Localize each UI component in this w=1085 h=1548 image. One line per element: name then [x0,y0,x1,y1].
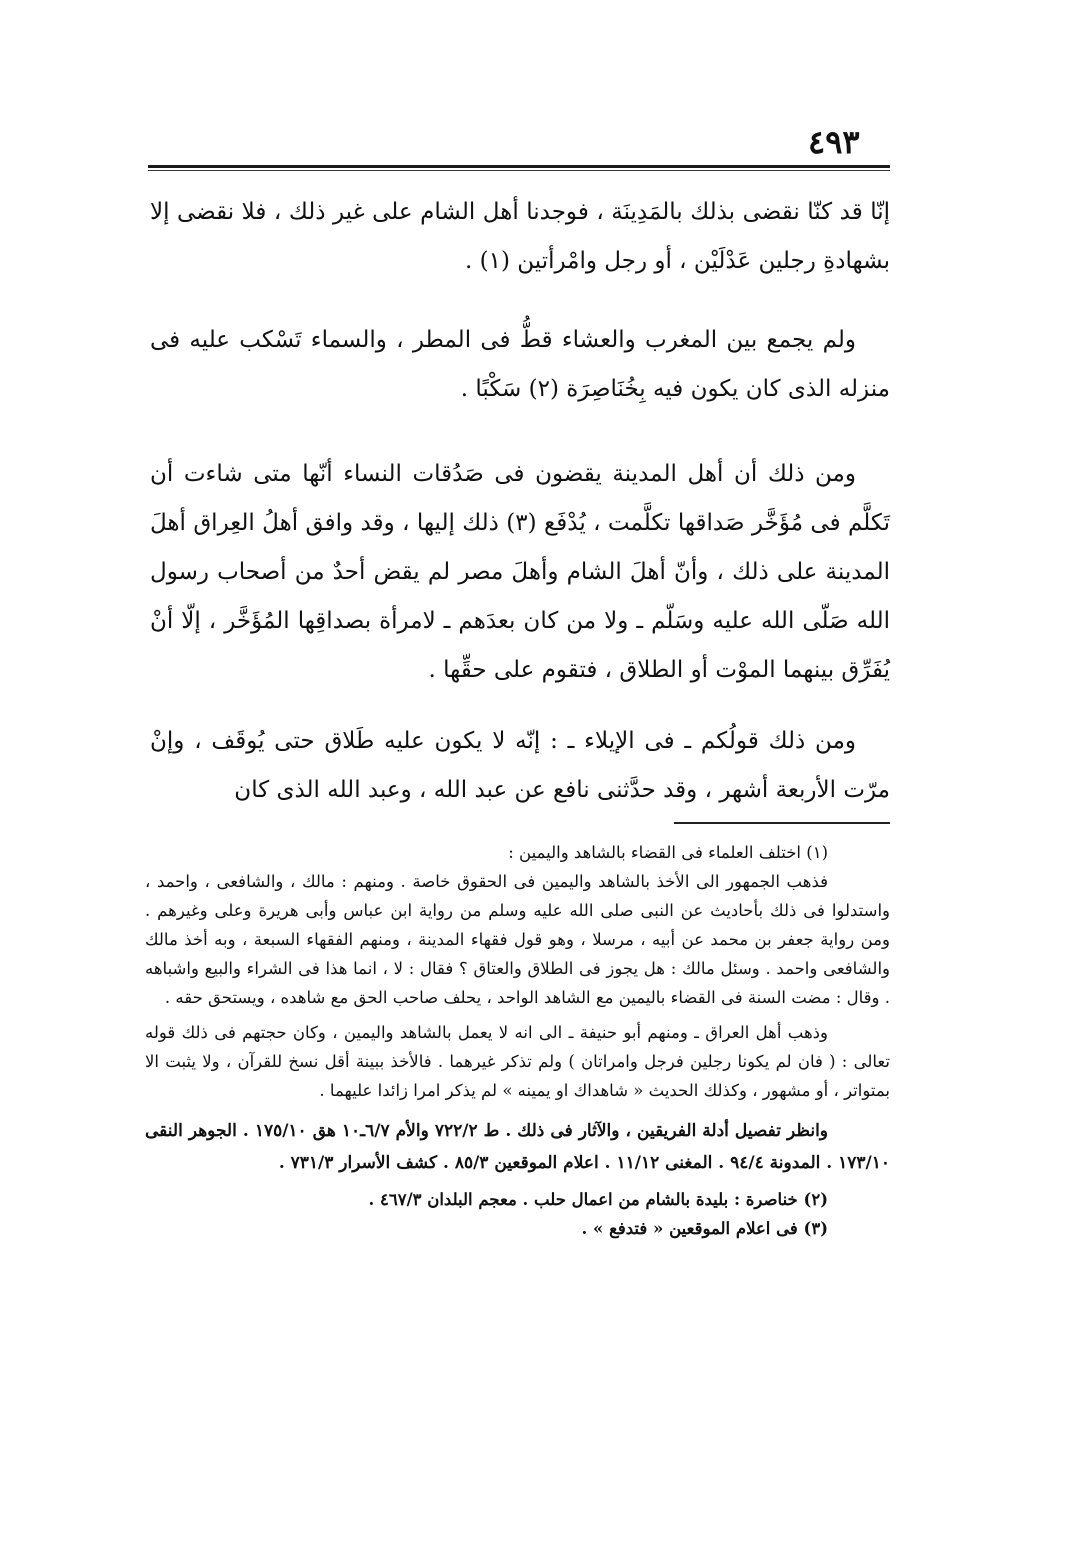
paragraph-1: إنّا قد كنّا نقضى بذلك بالمَدِينَة ، فوجدنا أهل الشام على غير ذلك ، فلا نقضى إلا بشهادةِ رجلين عَدْلَيْن ، أو رجل وامْرأتين (١) . [150,199,890,274]
paragraph-4: ومن ذلك قولُكم ـ فى الإيلاء ـ : إنّه لا يكون عليه طَلاق حتى يُوقَف ، وإنْ مرّت الأربعة أشهر ، وقد حدَّثنى نافع عن عبد الله ، وعبد الله الذى كان [150,728,890,803]
header-rule [148,165,890,168]
footnotes [145,838,890,1243]
paragraph-3: ومن ذلك أن أهل المدينة يقضون فى صَدُقات النساء أنّها متى شاءت أن تَكلَّم فى مُؤَخَّر صَداقها تكلَّمت ، يُدْفَع (٣) ذلك إليها ، وقد وافق أهلُ العِراق أهلَ المدينة على ذلك ، وأنّ أهلَ الشام وأهلَ مصر لم يقض أحدٌ من أصحاب رسول الله صَلّى الله عليه وسَلّم ـ ولا من كان بعدَهم ـ لامرأة بصداقِها المُؤَخَّر ، إلّا أنْ يُفَرِّق بينهما الموْت أو الطلاق ، فتقوم على حقِّها . [150,461,891,683]
footnote-separator [674,822,890,824]
paragraph-2: ولم يجمع بين المغرب والعشاء قطُّ فى المطر ، والسماء تَسْكب عليه فى منزله الذى كان يكون فيه بِخُنَاصِرَة (٢) سَكْبًا . [150,327,890,402]
footnote-2: (٢) خناصرة : بليدة بالشام من اعمال حلب . معجم البلدان ٤٦٧/٣ . [368,1190,828,1209]
footnote-3: (٣) فى اعلام الموقعين « فتدفع » . [581,1219,828,1238]
page-number: ٤٩٣ [808,123,860,161]
footnote-1-references: وانظر تفصيل أدلة الفريقين ، والآثار فى ذلك . ط ٧٢٢/٢ والأم ٦/٧ـ١٠ هق ١٧٥/١٠ . الجوهر النقى ١٧٣/١٠ . المدونة ٩٤/٤ . المغنى ١١/١٢ . اعلام الموقعين ٨٥/٣ . كشف الأسرار ٧٣١/٣ . [145,1121,890,1173]
header-rule-thin [148,170,890,171]
footnote-1-body-1: فذهب الجمهور الى الأخذ بالشاهد واليمين فى الحقوق خاصة . ومنهم : مالك ، والشافعى ، واحمد ، واستدلوا فى ذلك بأحاديث عن النبى صلى الله عليه وسلم من رواية ابن عباس وأبى هريرة وعلى وغيرهم . ومن رواية جعفر بن محمد عن أبيه ، مرسلا ، وهو قول فقهاء المدينة ، ومنهم الفقهاء السبعة ، وبه أخذ مالك والشافعى واحمد . وسئل مالك : هل يجوز فى الطلاق والعتاق ؟ فقال : لا ، انما هذا فى الشراء والبيع واشباهه . وقال : مضت السنة فى القضاء باليمين مع الشاهد الواحد ، يحلف صاحب الحق مع شاهده ، ويستحق حقه . [145,872,890,1007]
main-text [150,188,890,815]
footnote-1-body-2: وذهب أهل العراق ـ ومنهم أبو حنيفة ـ الى انه لا يعمل بالشاهد واليمين ، وكان حجتهم فى ذلك قوله تعالى : ( فان لم يكونا رجلين فرجل وامراتان ) ولم تذكر غيرهما . فالأخذ ببينة أقل نسخ للقرآن ، ولا يثبت الا بمتواتر ، أو مشهور ، وكذلك الحديث « شاهداك او يمينه » لم يذكر امرا زائدا عليهما . [145,1023,890,1100]
footnote-1-title: (١) اختلف العلماء فى القضاء بالشاهد واليمين : [508,843,828,862]
